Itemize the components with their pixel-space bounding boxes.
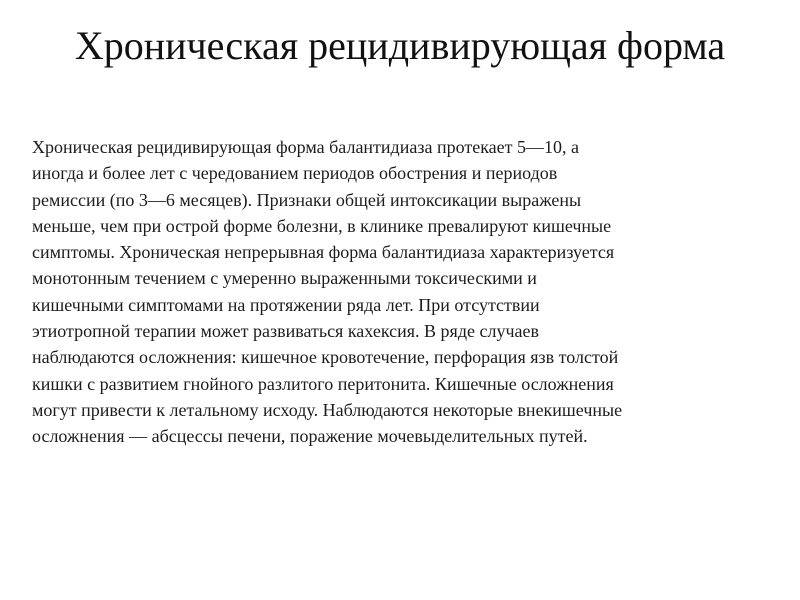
slide-body-text <box>32 134 772 450</box>
body-line: Хроническая рецидивирующая форма балантидиаза протекает 5—10, а <box>32 137 579 157</box>
body-line: этиотропной терапии может развиваться кахексия. В ряде случаев <box>32 321 539 342</box>
slide-title: Хроническая рецидивирующая форма <box>74 23 726 68</box>
body-line: монотонным течением с умеренно выраженными токсическими и <box>32 268 537 289</box>
body-line: могут привести к летальному исходу. Наблюдаются некоторые внекишечные <box>32 399 623 420</box>
body-line: ремиссии (по 3—6 месяцев). Признаки общей интоксикации выражены <box>32 189 582 210</box>
body-line: кишечными симптомами на протяжении ряда лет. При отсутствии <box>32 294 540 315</box>
body-line: наблюдаются осложнения: кишечное кровотечение, перфорация язв толстой <box>32 347 619 368</box>
body-line: симптомы. Хроническая непрерывная форма балантидиаза характеризуется <box>32 242 615 263</box>
body-line: иногда и более лет с чередованием периодов обострения и периодов <box>32 163 558 184</box>
body-line: кишки с развитием гнойного разлитого перитонита. Кишечные осложнения <box>32 373 614 394</box>
body-line: меньше, чем при острой форме болезни, в клинике превалируют кишечные <box>32 215 612 236</box>
body-line: осложнения — абсцессы печени, поражение мочевыделительных путей. <box>32 426 588 447</box>
